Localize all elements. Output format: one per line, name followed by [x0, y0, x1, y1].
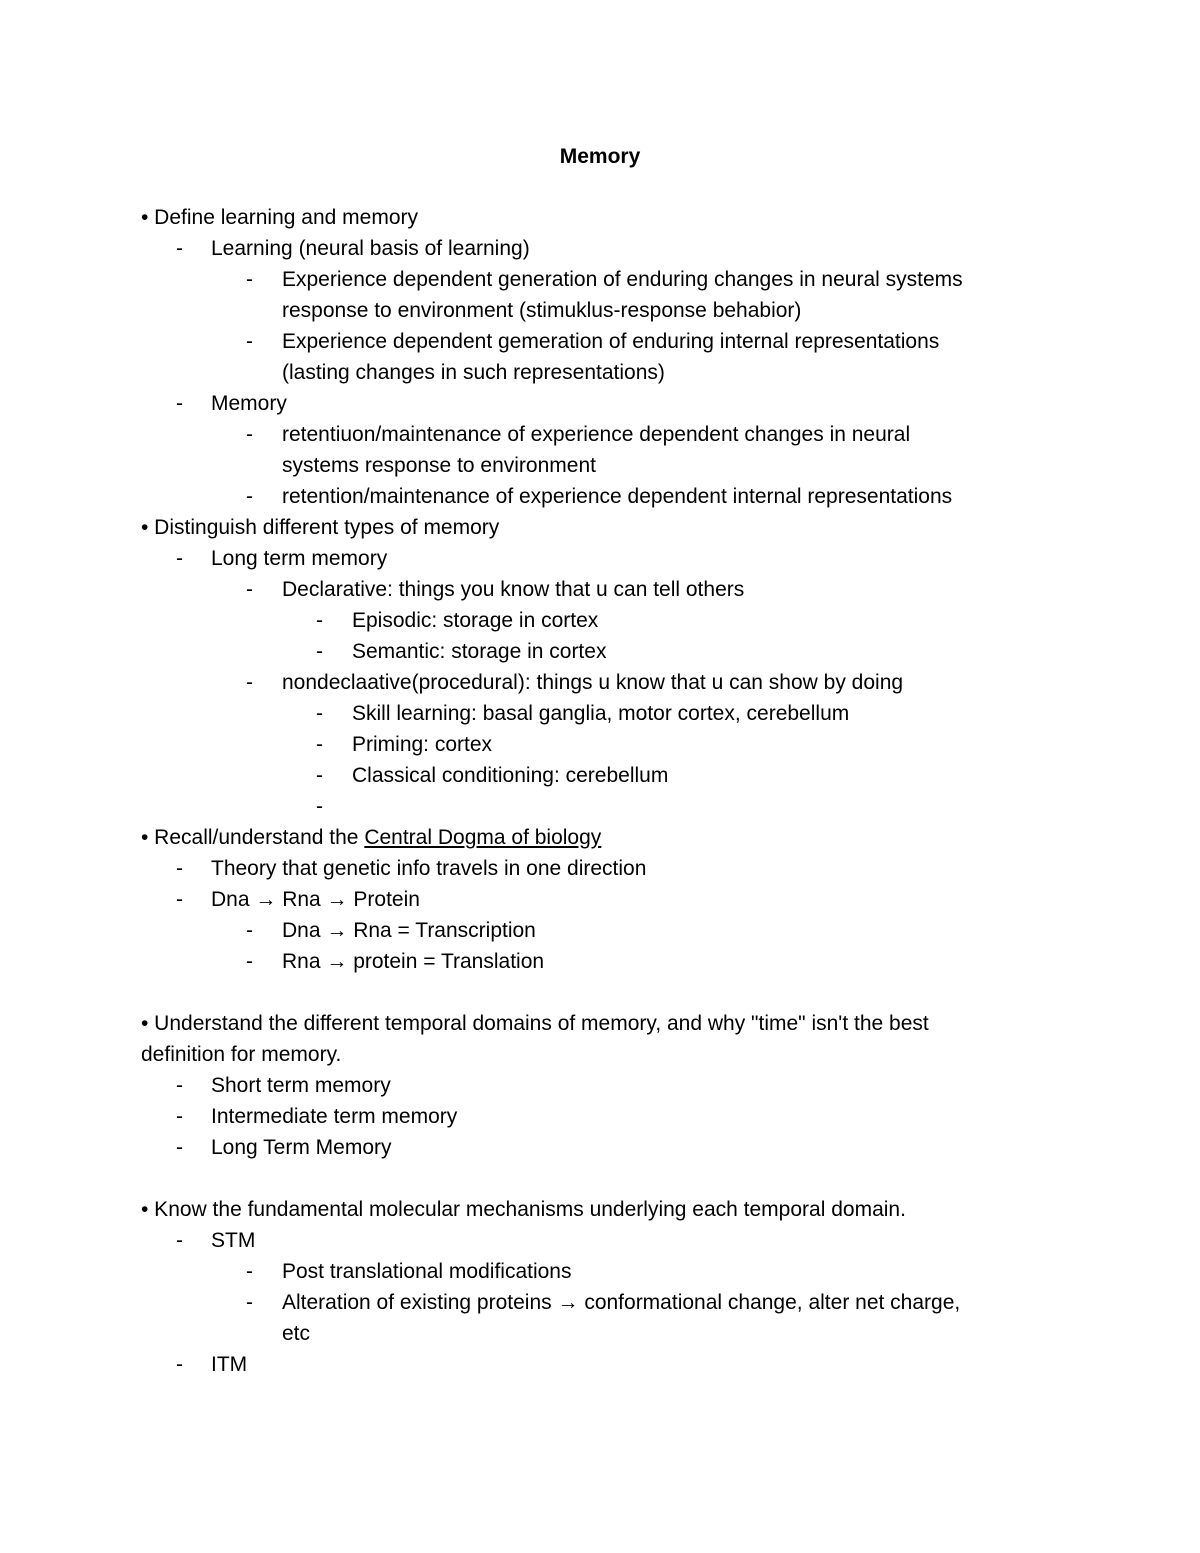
- sub-sub-item: [141, 915, 1061, 946]
- sub-item: [141, 543, 1061, 574]
- dash-marker: -: [316, 702, 323, 725]
- sub-sub-item: [141, 264, 1061, 295]
- level3-item: [141, 636, 1061, 667]
- dash-marker: -: [176, 857, 183, 880]
- bullet-recall: [141, 822, 1061, 853]
- sub-sub-item: [141, 946, 1061, 977]
- item-text: Long term memory: [211, 547, 388, 570]
- dash-marker: -: [246, 919, 253, 942]
- level3-empty-item: [141, 791, 1061, 822]
- item-text: systems response to environment: [282, 454, 596, 477]
- item-text: Dna → Rna → Protein: [211, 888, 420, 911]
- bullet-text: • Recall/understand the: [141, 826, 365, 849]
- sub-item: [141, 1349, 1061, 1380]
- dash-marker: -: [316, 733, 323, 756]
- dash-marker: -: [176, 1229, 183, 1252]
- sub-sub-item: [141, 667, 1061, 698]
- dash-marker: -: [246, 330, 253, 353]
- dash-marker: -: [176, 1074, 183, 1097]
- dash-marker: -: [176, 1136, 183, 1159]
- dash-marker: -: [246, 578, 253, 601]
- item-text: Post translational modifications: [282, 1260, 572, 1283]
- dash-marker: -: [176, 547, 183, 570]
- item-text: Semantic: storage in cortex: [352, 640, 607, 663]
- item-text: Learning (neural basis of learning): [211, 237, 530, 260]
- page-title: Memory: [559, 145, 641, 168]
- sub-sub-item: [141, 574, 1061, 605]
- item-text: Short term memory: [211, 1074, 391, 1097]
- dash-marker: -: [176, 392, 183, 415]
- dash-marker: -: [176, 237, 183, 260]
- sub-sub-item: [141, 481, 1061, 512]
- dash-marker: -: [246, 1291, 253, 1314]
- level3-item: [141, 698, 1061, 729]
- item-text: Priming: cortex: [352, 733, 493, 756]
- sub-item: [141, 884, 1061, 915]
- item-text: Long Term Memory: [211, 1136, 392, 1159]
- item-text: ITM: [211, 1353, 248, 1376]
- sub-item: [141, 233, 1061, 264]
- blank-line: [141, 977, 1061, 1008]
- blank-line: [141, 1163, 1061, 1194]
- item-text: Experience dependent gemeration of enduring internal representations: [282, 330, 940, 353]
- bullet-distinguish: [141, 512, 1061, 543]
- item-text: Intermediate term memory: [211, 1105, 458, 1128]
- item-text: Memory: [211, 392, 287, 415]
- item-text: Classical conditioning: cerebellum: [352, 764, 669, 787]
- bullet-define: [141, 202, 1061, 233]
- bullet-know: [141, 1194, 1061, 1225]
- continuation-line: [141, 357, 1061, 388]
- dash-marker: -: [316, 795, 323, 818]
- item-text: Experience dependent generation of enduring changes in neural systems: [282, 268, 963, 291]
- item-text: Episodic: storage in cortex: [352, 609, 599, 632]
- dash-marker: -: [246, 485, 253, 508]
- sub-sub-item: [141, 1287, 1061, 1318]
- item-text: Alteration of existing proteins → conformational change, alter net charge,: [282, 1291, 961, 1314]
- sub-sub-item: [141, 326, 1061, 357]
- item-text: Skill learning: basal ganglia, motor cortex, cerebellum: [352, 702, 850, 725]
- dash-marker: -: [246, 423, 253, 446]
- bullet-text: • Define learning and memory: [141, 206, 418, 229]
- dash-marker: -: [246, 671, 253, 694]
- dash-marker: -: [316, 640, 323, 663]
- item-text: Theory that genetic info travels in one direction: [211, 857, 647, 880]
- continuation-line: [141, 1318, 1061, 1349]
- item-text: nondeclaative(procedural): things u know that u can show by doing: [282, 671, 904, 694]
- dash-marker: -: [246, 950, 253, 973]
- bullet-text: • Distinguish different types of memory: [141, 516, 500, 539]
- sub-item: [141, 1225, 1061, 1256]
- sub-item: [141, 388, 1061, 419]
- bullet-text: • Understand the different temporal domains of memory, and why "time" isn't the best: [141, 1012, 929, 1035]
- level3-item: [141, 760, 1061, 791]
- bullet-understand: [141, 1008, 1061, 1039]
- item-text: response to environment (stimuklus-response behabior): [282, 299, 802, 322]
- item-text: definition for memory.: [141, 1043, 342, 1066]
- level3-item: [141, 729, 1061, 760]
- underlined-term: Central Dogma of biology: [364, 826, 602, 849]
- item-text: Dna → Rna = Transcription: [282, 919, 536, 942]
- sub-item: [141, 1101, 1061, 1132]
- dash-marker: -: [246, 1260, 253, 1283]
- dash-marker: -: [246, 268, 253, 291]
- dash-marker: -: [176, 1353, 183, 1376]
- continuation-line: [141, 450, 1061, 481]
- dash-marker: -: [316, 764, 323, 787]
- sub-sub-item: [141, 419, 1061, 450]
- item-text: Rna → protein = Translation: [282, 950, 545, 973]
- sub-sub-item: [141, 1256, 1061, 1287]
- dash-marker: -: [316, 609, 323, 632]
- dash-marker: -: [176, 888, 183, 911]
- dash-marker: -: [176, 1105, 183, 1128]
- bullet-text: • Know the fundamental molecular mechanisms underlying each temporal domain.: [141, 1198, 906, 1221]
- sub-item: [141, 1070, 1061, 1101]
- sub-item: [141, 853, 1061, 884]
- notes-body: [141, 202, 1061, 1380]
- item-text: Declarative: things you know that u can tell others: [282, 578, 745, 601]
- level3-item: [141, 605, 1061, 636]
- item-text: STM: [211, 1229, 256, 1252]
- continuation-line: [141, 295, 1061, 326]
- item-text: (lasting changes in such representations): [282, 361, 665, 384]
- item-text: etc: [282, 1322, 311, 1345]
- item-text: retentiuon/maintenance of experience dependent changes in neural: [282, 423, 911, 446]
- sub-item: [141, 1132, 1061, 1163]
- continuation-line: [141, 1039, 1061, 1070]
- item-text: retention/maintenance of experience dependent internal representations: [282, 485, 953, 508]
